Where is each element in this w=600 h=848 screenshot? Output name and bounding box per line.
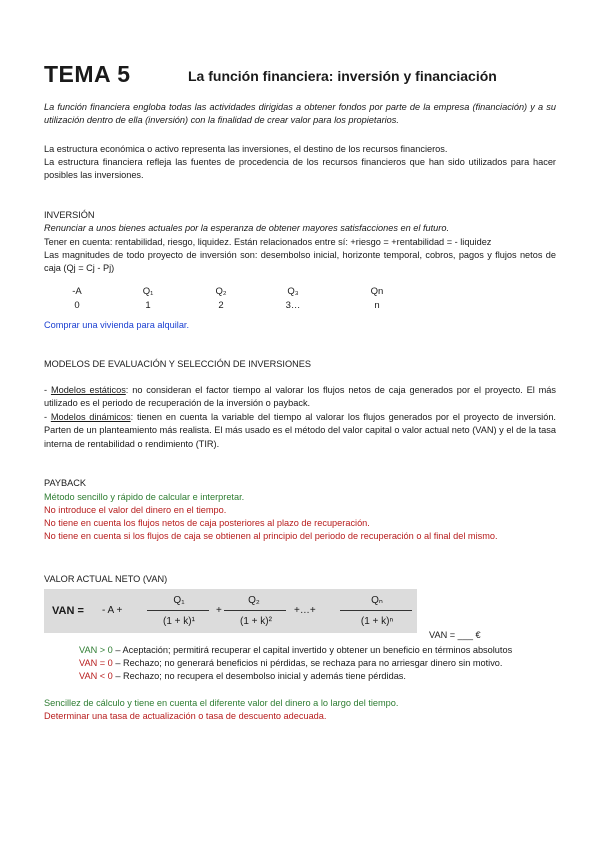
van-formula-num2: Q₂ xyxy=(248,595,260,606)
payback-heading: PAYBACK xyxy=(44,478,87,488)
van-formula xyxy=(44,589,417,633)
modelos-estaticos: - Modelos estáticos: no consideran el factor tiempo al valorar los flujos netos de caja generados por el proyecto. El más utilizado es el periodo de recuperación de la inversión o payback. xyxy=(44,385,556,409)
van-positive: VAN > 0 – Aceptación; permitirá recuperar el capital invertido y obtener un beneficio en términos absolutos xyxy=(79,645,513,655)
inversion-heading: INVERSIÓN xyxy=(44,210,95,220)
payback-con: No tiene en cuenta los flujos netos de caja posteriores al plazo de recuperación. xyxy=(44,518,370,528)
page-subtitle: La función financiera: inversión y financiación xyxy=(188,68,497,84)
van-zero: VAN = 0 – Rechazo; no generará beneficios ni pérdidas, se rechaza para no arriesgar dinero sin motivo. xyxy=(79,658,503,668)
modelos-dinamicos-term: Modelos dinámicos xyxy=(50,412,131,422)
page-title: TEMA 5 xyxy=(44,61,131,87)
modelos-dinamicos: - Modelos dinámicos: tienen en cuenta la variable del tiempo al valorar los flujos generados por el proyecto de inversión. Parten de un planteamiento más realista. El más usado es el método del valor capital o valor actual neto (VAN) y el de la tasa interna de rentabilidad o rendimiento (TIR). xyxy=(44,412,556,449)
van-con: Determinar una tasa de actualización o tasa de descuento adecuada. xyxy=(44,711,327,721)
payback-con: No tiene en cuenta si los flujos de caja se obtienen al principio del periodo de recuperación o al final del mismo. xyxy=(44,531,498,541)
van-formula-denn: (1 + k)ⁿ xyxy=(360,616,394,627)
van-positive-label: VAN > 0 xyxy=(79,645,113,655)
van-result: VAN = ___ € xyxy=(429,630,481,640)
modelos-estaticos-term: Modelos estáticos xyxy=(50,385,126,395)
period-label: 1 xyxy=(145,300,151,311)
payback-con: No introduce el valor del dinero en el tiempo. xyxy=(44,505,227,515)
cashflow-label: -A xyxy=(72,286,82,297)
inversion-example: Comprar una vivienda para alquilar. xyxy=(44,320,190,330)
van-negative: VAN < 0 – Rechazo; no recupera el desembolso inicial y además tiene pérdidas. xyxy=(79,671,406,681)
fraction-bar xyxy=(224,610,286,611)
payback-pro: Método sencillo y rápido de calcular e interpretar. xyxy=(44,492,245,502)
van-formula-den2: (1 + k)² xyxy=(240,616,272,627)
van-negative-label: VAN < 0 xyxy=(79,671,113,681)
cashflow-label: Q₁ xyxy=(142,286,154,297)
inversion-magnitudes: Las magnitudes de todo proyecto de inversión son: desembolso inicial, horizonte temporal, cobros, pagos y flujos netos de caja (Qj = Cj - Pj) xyxy=(44,250,556,274)
fraction-bar xyxy=(147,610,209,611)
period-label: 3… xyxy=(285,300,301,311)
van-formula-num1: Q₁ xyxy=(173,595,185,606)
cashflow-label: Q₃ xyxy=(287,286,299,297)
van-formula-numn: Qₙ xyxy=(371,595,383,606)
period-label: n xyxy=(374,300,380,311)
van-pro: Sencillez de cálculo y tiene en cuenta el diferente valor del dinero a lo largo del tiempo. xyxy=(44,698,399,708)
inversion-definition: Renunciar a unos bienes actuales por la esperanza de obtener mayores satisfacciones en el futuro. xyxy=(44,223,450,233)
cashflow-label: Qn xyxy=(370,286,384,297)
van-zero-label: VAN = 0 xyxy=(79,658,113,668)
intro-estructura-financiera: La estructura financiera refleja las fuentes de procedencia de los recursos financieros que han sido utilizados para hacer posibles las inversiones. xyxy=(44,157,556,181)
inversion-tener-en-cuenta: Tener en cuenta: rentabilidad, riesgo, liquidez. Están relacionados entre sí: +riesgo = +rentabilidad = - liquidez xyxy=(44,237,492,247)
cashflow-label: Q₂ xyxy=(215,286,227,297)
intro-definition: La función financiera engloba todas las actividades dirigidas a obtener fondos por parte de la empresa (financiación) y a su utilización dentro de ella (inversión) con la finalidad de crear valor para los propietarios. xyxy=(44,102,556,126)
van-formula-plus: + xyxy=(216,605,222,616)
period-label: 2 xyxy=(218,300,224,311)
van-formula-den1: (1 + k)¹ xyxy=(163,616,195,627)
modelos-heading: MODELOS DE EVALUACIÓN Y SELECCIÓN DE INVERSIONES xyxy=(44,359,312,369)
van-formula-dots: +…+ xyxy=(294,605,316,616)
period-label: 0 xyxy=(74,300,80,311)
van-heading: VALOR ACTUAL NETO (VAN) xyxy=(44,574,168,584)
intro-estructura-economica: La estructura económica o activo representa las inversiones, el destino de los recursos financieros. xyxy=(44,144,448,154)
fraction-bar xyxy=(340,610,412,611)
van-formula-lhs: VAN = xyxy=(52,605,84,617)
van-formula-initial: - A + xyxy=(102,605,123,616)
